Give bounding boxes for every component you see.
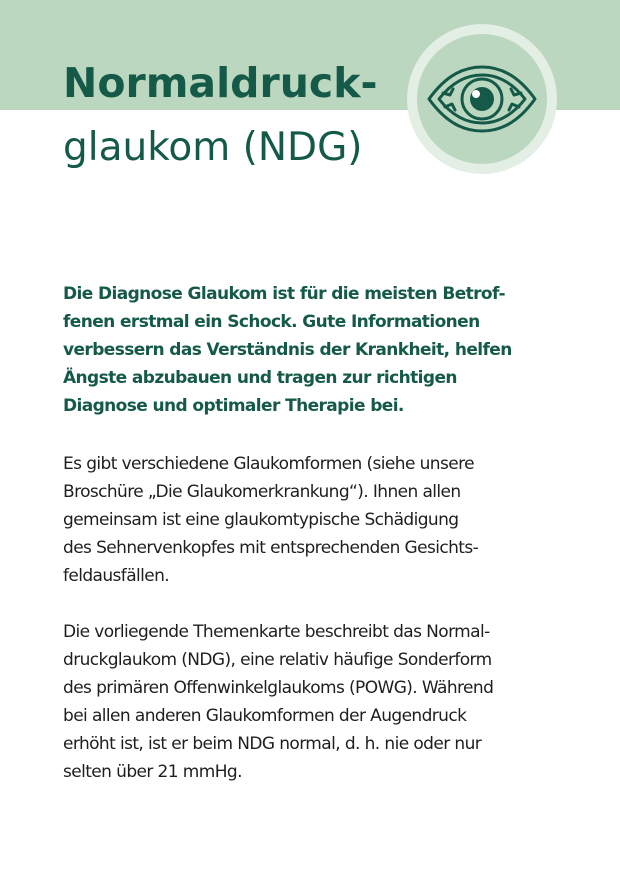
eye-icon: [425, 64, 539, 134]
paragraph-line: erhöht ist, ist er beim NDG normal, d. h. nie oder nur: [63, 734, 482, 754]
paragraph-line: selten über 21 mmHg.: [63, 762, 242, 782]
intro-line: verbessern das Verständnis der Krankheit, helfen: [63, 340, 512, 360]
paragraph-line: Broschüre „Die Glaukomerkrankung“). Ihnen allen: [63, 482, 461, 502]
paragraph-line: gemeinsam ist eine glaukomtypische Schädigung: [63, 510, 459, 530]
paragraph-line: druckglaukom (NDG), eine relativ häufige Sonderform: [63, 650, 492, 670]
intro-paragraph: [63, 280, 563, 420]
intro-line: Diagnose und optimaler Therapie bei.: [63, 396, 404, 416]
paragraph-line: des Sehnervenkopfes mit entsprechenden Gesichts-: [63, 538, 479, 558]
body-paragraph-2: [63, 618, 563, 786]
intro-line: Ängste abzubauen und tragen zur richtigen: [63, 368, 457, 388]
paragraph-line: bei allen anderen Glaukomformen der Augendruck: [63, 706, 467, 726]
body-paragraph-1: [63, 450, 563, 590]
paragraph-line: Die vorliegende Themenkarte beschreibt das Normal-: [63, 622, 490, 642]
intro-line: fenen erstmal ein Schock. Gute Informationen: [63, 312, 480, 332]
paragraph-line: des primären Offenwinkelglaukoms (POWG). Während: [63, 678, 494, 698]
intro-line: Die Diagnose Glaukom ist für die meisten Betrof-: [63, 284, 505, 304]
page-title-line-2: glaukom (NDG): [63, 125, 363, 170]
page-title-line-1: Normaldruck-: [63, 59, 378, 107]
eye-badge: [407, 24, 557, 174]
paragraph-line: feldausfällen.: [63, 566, 170, 586]
paragraph-line: Es gibt verschiedene Glaukomformen (siehe unsere: [63, 454, 474, 474]
